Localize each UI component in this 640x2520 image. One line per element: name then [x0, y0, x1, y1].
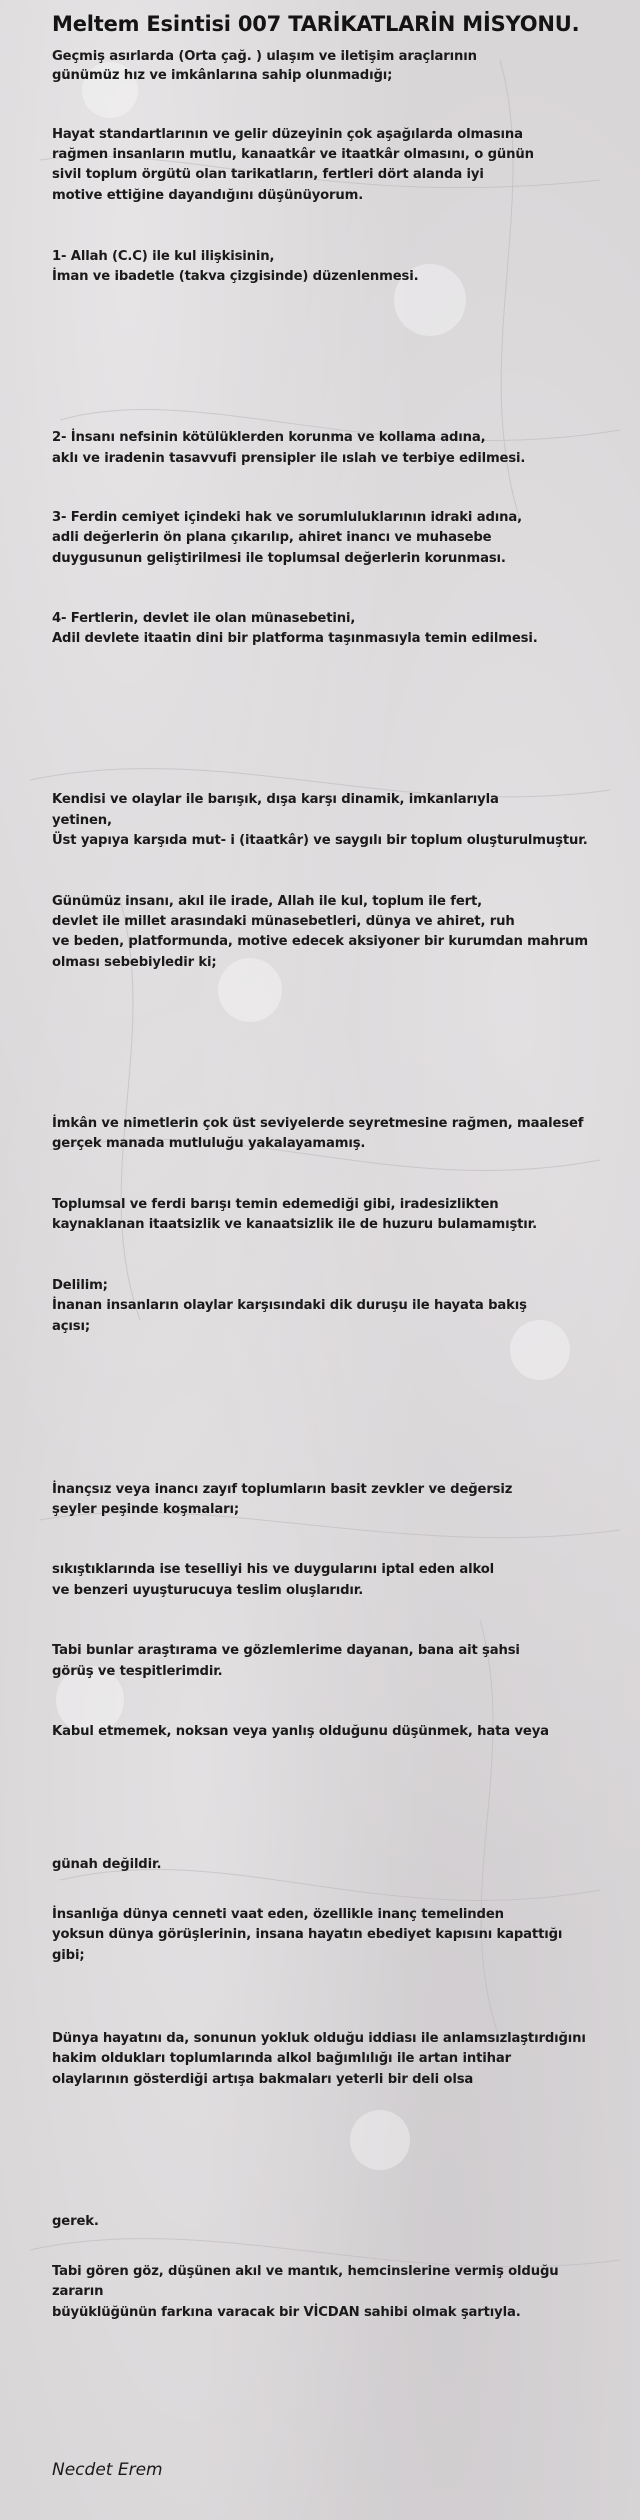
text-line: 4- Fertlerin, devlet ile olan münasebetini,: [52, 611, 356, 626]
text-line: yetinen,: [52, 813, 112, 828]
text-line: aklı ve iradenin tasavvufi prensipler ile ıslah ve terbiye edilmesi.: [52, 451, 526, 466]
text-line: İmkân ve nimetlerin çok üst seviyelerde seyretmesine rağmen, maalesef: [52, 1116, 584, 1131]
text-line: günah değildir.: [52, 1857, 162, 1872]
text-line: 1- Allah (C.C) ile kul ilişkisinin,: [52, 249, 275, 264]
text-line: görüş ve tespitlerimdir.: [52, 1664, 223, 1679]
text-line: Günümüz insanı, akıl ile irade, Allah ile kul, toplum ile fert,: [52, 894, 482, 909]
text-line: Adil devlete itaatin dini bir platforma taşınmasıyla temin edilmesi.: [52, 631, 538, 646]
text-line: İman ve ibadetle (takva çizgisinde) düzenlenmesi.: [52, 269, 419, 284]
text-line: Kendisi ve olaylar ile barışık, dışa karşı dinamik, imkanlarıyla: [52, 792, 499, 807]
text-line: büyüklüğünün farkına varacak bir VİCDAN sahibi olmak şartıyla.: [52, 2305, 521, 2320]
text-line: gerçek manada mutluluğu yakalayamamış.: [52, 1136, 366, 1151]
text-line: gibi;: [52, 1948, 85, 1963]
text-line: İnançsız veya inancı zayıf toplumların basit zevkler ve değersiz: [52, 1482, 513, 1497]
text-line: 3- Ferdin cemiyet içindeki hak ve sorumluluklarının idraki adına,: [52, 510, 522, 525]
text-line: İnsanlığa dünya cenneti vaat eden, özellikle inanç temelinden: [52, 1907, 504, 1922]
text-line: şeyler peşinde koşmaları;: [52, 1502, 239, 1517]
text-line: hakim oldukları toplumlarında alkol bağımlılığı ile artan intihar: [52, 2051, 511, 2066]
text-line: Tabi bunlar araştırama ve gözlemlerime dayanan, bana ait şahsi: [52, 1643, 520, 1658]
text-line: olaylarının gösterdiği artışa bakmaları yeterli bir deli olsa: [52, 2072, 474, 2087]
text-line: sıkıştıklarında ise teselliyi his ve duygularını iptal eden alkol: [52, 1562, 495, 1577]
text-line: ve beden, platformunda, motive edecek aksiyoner bir kurumdan mahrum: [52, 934, 588, 949]
text-line: 2- İnsanı nefsinin kötülüklerden korunma ve kollama adına,: [52, 430, 486, 445]
text-line: Hayat standartlarının ve gelir düzeyinin çok aşağılarda olmasına: [52, 127, 523, 142]
text-line: Dünya hayatını da, sonunun yokluk olduğu iddiası ile anlamsızlaştırdığını: [52, 2031, 586, 2046]
text-line: ve benzeri uyuşturucuya teslim oluşlarıdır.: [52, 1583, 364, 1598]
text-line: devlet ile millet arasındaki münasebetleri, dünya ve ahiret, ruh: [52, 914, 515, 929]
text-line: kaynaklanan itaatsizlik ve kanaatsizlik ile de huzuru bulamamıştır.: [52, 1217, 537, 1232]
text-line: Toplumsal ve ferdi barışı temin edemediği gibi, iradesizlikten: [52, 1197, 499, 1212]
text-line: Üst yapıya karşıda mut- i (itaatkâr) ve saygılı bir toplum oluşturulmuştur.: [52, 833, 588, 848]
text-line: zararın: [52, 2284, 104, 2299]
text-line: İnanan insanların olaylar karşısındaki dik duruşu ile hayata bakış: [52, 1298, 527, 1313]
author-signature: Necdet Erem: [52, 2460, 163, 2480]
text-line: adli değerlerin ön plana çıkarılıp, ahiret inancı ve muhasebe: [52, 530, 492, 545]
text-line: rağmen insanların mutlu, kanaatkâr ve itaatkâr olmasını, o günün: [52, 147, 534, 162]
text-line: açısı;: [52, 1319, 90, 1334]
text-line: Delilim;: [52, 1278, 108, 1293]
text-line: olması sebebiyledir ki;: [52, 955, 217, 970]
text-line: günümüz hız ve imkânlarına sahip olunmadığı;: [52, 68, 393, 83]
page-title: Meltem Esintisi 007 TARİKATLARİN MİSYONU.: [52, 12, 580, 36]
text-line: motive ettiğine dayandığını düşünüyorum.: [52, 188, 364, 203]
text-line: Tabi gören göz, düşünen akıl ve mantık, hemcinslerine vermiş olduğu: [52, 2264, 559, 2279]
text-line: gerek.: [52, 2214, 99, 2229]
text-line: Geçmiş asırlarda (Orta çağ. ) ulaşım ve iletişim araçlarının: [52, 49, 477, 64]
text-line: Kabul etmemek, noksan veya yanlış olduğunu düşünmek, hata veya: [52, 1724, 549, 1739]
text-line: yoksun dünya görüşlerinin, insana hayatın ebediyet kapısını kapattığı: [52, 1927, 563, 1942]
text-line: sivil toplum örgütü olan tarikatların, fertleri dört alanda iyi: [52, 167, 484, 182]
text-line: duygusunun geliştirilmesi ile toplumsal değerlerin korunması.: [52, 551, 506, 566]
